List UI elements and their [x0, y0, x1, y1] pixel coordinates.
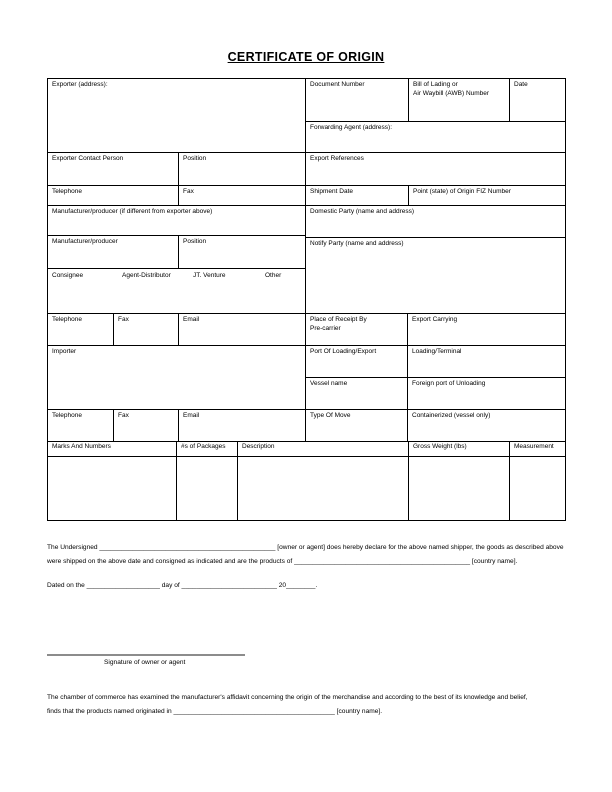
- document-number-label: Document Number: [310, 81, 365, 88]
- jt-venture-option-label: JT. Venture: [193, 272, 226, 279]
- type-of-move-cell[interactable]: [306, 410, 408, 442]
- telephone-cell-3[interactable]: [48, 410, 114, 442]
- email-label-1: Email: [183, 316, 200, 323]
- agent-distributor-option-label: Agent-Distributor: [122, 272, 171, 279]
- containerized-label: Containerized (vessel only): [412, 412, 491, 419]
- fax-label-1: Fax: [183, 188, 194, 195]
- consignee-option-label: Consignee: [52, 272, 84, 279]
- date-cell[interactable]: [510, 79, 565, 122]
- telephone-label-2: Telephone: [52, 316, 82, 323]
- telephone-label-1: Telephone: [52, 188, 82, 195]
- position-cell-1[interactable]: [179, 153, 306, 186]
- telephone-label-3: Telephone: [52, 412, 82, 419]
- measurement-label: Measurement: [514, 443, 554, 450]
- export-references-label: Export References: [310, 155, 364, 162]
- forwarding-agent-label: Forwarding Agent (address):: [310, 124, 393, 131]
- loading-terminal-label: Loading/Terminal: [412, 348, 462, 355]
- shipment-date-label: Shipment Date: [310, 188, 353, 195]
- domestic-party-label: Domestic Party (name and address): [310, 208, 415, 215]
- importer-label: Importer: [52, 348, 77, 355]
- email-label-2: Email: [183, 412, 200, 419]
- exporter-contact-cell[interactable]: [48, 153, 179, 186]
- point-of-origin-label: Point (state) of Origin FIZ Number: [413, 188, 511, 195]
- place-of-receipt-label-line1: Place of Receipt By: [310, 316, 367, 323]
- page-title: CERTIFICATE OF ORIGIN: [227, 50, 385, 64]
- export-references-cell[interactable]: [306, 153, 565, 186]
- packages-label: #s of Packages: [181, 443, 226, 450]
- point-of-origin-cell[interactable]: [409, 186, 565, 206]
- declaration-line-2: were shipped on the above date and consigned as indicated and are the products of ________________________________________________ [country name].: [47, 558, 518, 565]
- type-of-move-label: Type Of Move: [310, 412, 351, 419]
- port-of-loading-cell[interactable]: [306, 346, 408, 378]
- chamber-line-1: The chamber of commerce has examined the manufacturer's affidavit concerning the origin of the merchandise and according to the best of its knowledge and belief,: [47, 694, 528, 701]
- fax-cell-3[interactable]: [114, 410, 179, 442]
- fax-cell-2[interactable]: [114, 314, 179, 346]
- manufacturer-cell[interactable]: [48, 236, 179, 269]
- declaration-line-1: The Undersigned ________________________________________________ [owner or agent] does hereby declare for the above named shipper, the goods as described above: [47, 544, 564, 551]
- telephone-cell-1[interactable]: [48, 186, 179, 206]
- importer-cell[interactable]: [48, 346, 306, 410]
- dated-line: Dated on the ____________________ day of __________________________ 20________.: [47, 582, 318, 589]
- export-carrying-label: Export Carrying: [412, 316, 458, 323]
- document-number-cell[interactable]: [306, 79, 409, 122]
- measurement-body-cell[interactable]: [510, 457, 565, 520]
- position-label-1: Position: [183, 155, 207, 162]
- notify-party-cell[interactable]: [306, 238, 565, 314]
- description-header: [238, 442, 409, 457]
- place-of-receipt-label-line2: Pre-carrier: [310, 324, 341, 332]
- port-of-loading-label: Port Of Loading/Export: [310, 348, 377, 355]
- chamber-line-2: finds that the products named originated in ____________________________________________ [country name].: [47, 708, 383, 715]
- fax-label-3: Fax: [118, 412, 129, 419]
- exporter-contact-label: Exporter Contact Person: [52, 155, 124, 162]
- place-of-receipt-cell[interactable]: [306, 314, 408, 346]
- foreign-port-cell[interactable]: [408, 378, 565, 410]
- packages-header: [177, 442, 238, 457]
- certificate-form-table: [47, 78, 566, 521]
- description-body-cell[interactable]: [238, 457, 409, 520]
- measurement-header: [510, 442, 565, 457]
- fax-label-2: Fax: [118, 316, 129, 323]
- email-cell-1[interactable]: [179, 314, 306, 346]
- consignee-type-cell[interactable]: [48, 269, 306, 314]
- gross-weight-label: Gross Weight (lbs): [413, 443, 467, 450]
- vessel-name-label: Vessel name: [310, 380, 348, 387]
- description-label: Description: [242, 443, 275, 450]
- export-carrying-cell[interactable]: [408, 314, 565, 346]
- gross-weight-body-cell[interactable]: [409, 457, 510, 520]
- loading-terminal-cell[interactable]: [408, 346, 565, 378]
- date-label: Date: [514, 81, 528, 88]
- foreign-port-label: Foreign port of Unloading: [412, 380, 486, 387]
- vessel-name-cell[interactable]: [306, 378, 408, 410]
- containerized-cell[interactable]: [408, 410, 565, 442]
- domestic-party-cell[interactable]: [306, 206, 565, 238]
- marks-and-numbers-header: [48, 442, 177, 457]
- bill-of-lading-label-line2: Air Waybill (AWB) Number: [413, 89, 490, 97]
- exporter-address-cell[interactable]: [48, 79, 306, 153]
- marks-and-numbers-body-cell[interactable]: [48, 457, 177, 520]
- signature-caption: Signature of owner or agent: [104, 659, 186, 666]
- manufacturer-if-different-cell[interactable]: [48, 206, 306, 236]
- position-cell-2[interactable]: [179, 236, 306, 269]
- notify-party-label: Notify Party (name and address): [310, 240, 404, 247]
- packages-body-cell[interactable]: [177, 457, 238, 520]
- manufacturer-label: Manufacturer/producer: [52, 238, 118, 245]
- position-label-2: Position: [183, 238, 207, 245]
- bill-of-lading-cell[interactable]: [409, 79, 510, 122]
- exporter-address-label: Exporter (address):: [52, 81, 108, 88]
- signature-line[interactable]: [47, 654, 245, 656]
- fax-cell-1[interactable]: [179, 186, 306, 206]
- gross-weight-header: [409, 442, 510, 457]
- telephone-cell-2[interactable]: [48, 314, 114, 346]
- email-cell-2[interactable]: [179, 410, 306, 442]
- bill-of-lading-label-line1: Bill of Lading or: [413, 81, 458, 88]
- forwarding-agent-cell[interactable]: [306, 122, 565, 153]
- manufacturer-if-different-label: Manufacturer/producer (if different from exporter above): [52, 208, 213, 215]
- other-option-label: Other: [265, 272, 282, 279]
- shipment-date-cell[interactable]: [306, 186, 409, 206]
- marks-and-numbers-label: Marks And Numbers: [52, 443, 111, 450]
